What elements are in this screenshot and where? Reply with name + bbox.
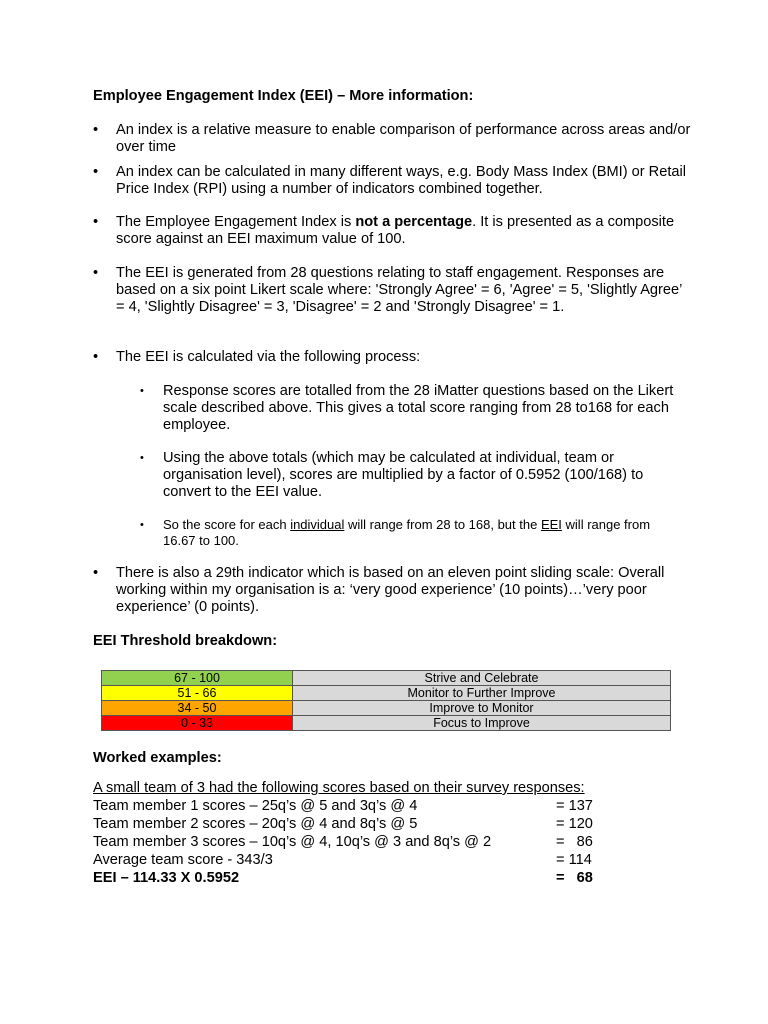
threshold-label: Strive and Celebrate <box>293 671 671 686</box>
threshold-range: 51 - 66 <box>102 686 293 701</box>
bullet-marker: • <box>93 164 99 180</box>
text-segment: The Employee Engagement Index is <box>116 214 356 230</box>
worked-row <box>93 798 653 816</box>
bullet-text: Using the above totals (which may be calculated at individual, team or organisation level), scores are multiplied by a factor of 0.5952 (100/168) to convert to the EEI value. <box>163 450 644 500</box>
threshold-table <box>101 670 671 731</box>
bullet-marker: • <box>93 265 99 281</box>
worked-row-result: = 120 <box>556 816 593 832</box>
underlined-text: individual <box>290 517 345 532</box>
threshold-row <box>102 716 671 731</box>
worked-row <box>93 834 653 852</box>
bullet-item-29th-indicator <box>93 565 693 616</box>
worked-row-result: = 86 <box>556 834 593 850</box>
bullet-marker: • <box>140 519 144 531</box>
worked-row-description: Team member 1 scores – 25q’s @ 5 and 3q’s @ 4 <box>93 798 418 814</box>
text-segment: will range from 28 to 168, but the <box>344 517 541 532</box>
bullet-marker: • <box>140 385 144 397</box>
sub-bullet-score-range <box>140 517 680 549</box>
text-segment: will range from 16.67 to 100. <box>163 517 651 548</box>
bullet-text: The EEI is calculated via the following process: <box>116 349 421 365</box>
worked-row-description: Team member 3 scores – 10q’s @ 4, 10q’s @ 3 and 8q’s @ 2 <box>93 834 492 850</box>
worked-row-result: = 68 <box>556 870 593 886</box>
bullet-item-index-definition <box>93 122 693 156</box>
bullet-text: There is also a 29th indicator which is based on an eleven point sliding scale: Overall working within my organisation is a: ‘very good experience’ (10 points)…’very poor experience’ (0 points). <box>116 565 665 615</box>
bullet-text: An index can be calculated in many different ways, e.g. Body Mass Index (BMI) or Retail Price Index (RPI) using a number of indicators combined together. <box>116 164 686 197</box>
threshold-heading: EEI Threshold breakdown: <box>93 633 278 649</box>
bullet-text: The EEI is generated from 28 questions relating to staff engagement. Responses are based on a six point Likert scale where: 'Strongly Agree' = 6, 'Agree' = 5, 'Slightly Agree’ = 4, 'Slightly Disagree' = 3, 'Disagree' = 2 and 'Strongly Disagree' = 1. <box>116 265 682 315</box>
bullet-marker: • <box>93 565 99 581</box>
bullet-item-likert-scale <box>93 265 693 316</box>
bullet-item-not-percentage <box>93 214 693 248</box>
worked-row-result: = 114 <box>556 852 592 868</box>
threshold-row <box>102 671 671 686</box>
worked-examples <box>93 780 653 888</box>
sub-bullet-multiplier <box>140 450 680 501</box>
worked-row-description: Average team score - 343/3 <box>93 852 273 868</box>
threshold-range: 67 - 100 <box>102 671 293 686</box>
worked-row <box>93 852 653 870</box>
threshold-label: Focus to Improve <box>293 716 671 731</box>
worked-row-description: Team member 2 scores – 20q’s @ 4 and 8q’s @ 5 <box>93 816 418 832</box>
threshold-row <box>102 686 671 701</box>
bullet-marker: • <box>93 349 99 365</box>
worked-examples-heading: Worked examples: <box>93 750 222 766</box>
text-segment: So the score for each <box>163 517 291 532</box>
threshold-range: 34 - 50 <box>102 701 293 716</box>
threshold-label: Improve to Monitor <box>293 701 671 716</box>
bullet-item-process <box>93 349 693 366</box>
threshold-range: 0 - 33 <box>102 716 293 731</box>
threshold-row <box>102 701 671 716</box>
bold-text: not a percentage <box>355 214 473 230</box>
bullet-item-index-calculation <box>93 164 693 198</box>
underlined-text: A small team of 3 had the following scores based on their survey responses: <box>93 780 585 796</box>
bullet-text <box>116 214 693 248</box>
underlined-text: EEI <box>540 517 562 532</box>
threshold-label: Monitor to Further Improve <box>293 686 671 701</box>
worked-rows <box>93 798 653 888</box>
worked-intro <box>93 780 653 798</box>
bullet-marker: • <box>93 122 99 138</box>
worked-row <box>93 870 653 888</box>
bullet-marker: • <box>93 214 99 230</box>
worked-row <box>93 816 653 834</box>
page-title: Employee Engagement Index (EEI) – More information: <box>93 88 474 104</box>
bullet-marker: • <box>140 452 144 464</box>
text-segment: . It is presented as a composite score against an EEI maximum value of 100. <box>116 214 675 247</box>
worked-row-result: = 137 <box>556 798 593 814</box>
worked-row-description: EEI – 114.33 X 0.5952 <box>93 870 240 886</box>
bullet-text: An index is a relative measure to enable comparison of performance across areas and/or over time <box>116 122 691 155</box>
sub-bullet-response-scores <box>140 383 680 434</box>
bullet-text: Response scores are totalled from the 28 iMatter questions based on the Likert scale described above. This gives a total score ranging from 28 to168 for each employee. <box>163 383 674 433</box>
bullet-text <box>163 517 680 549</box>
